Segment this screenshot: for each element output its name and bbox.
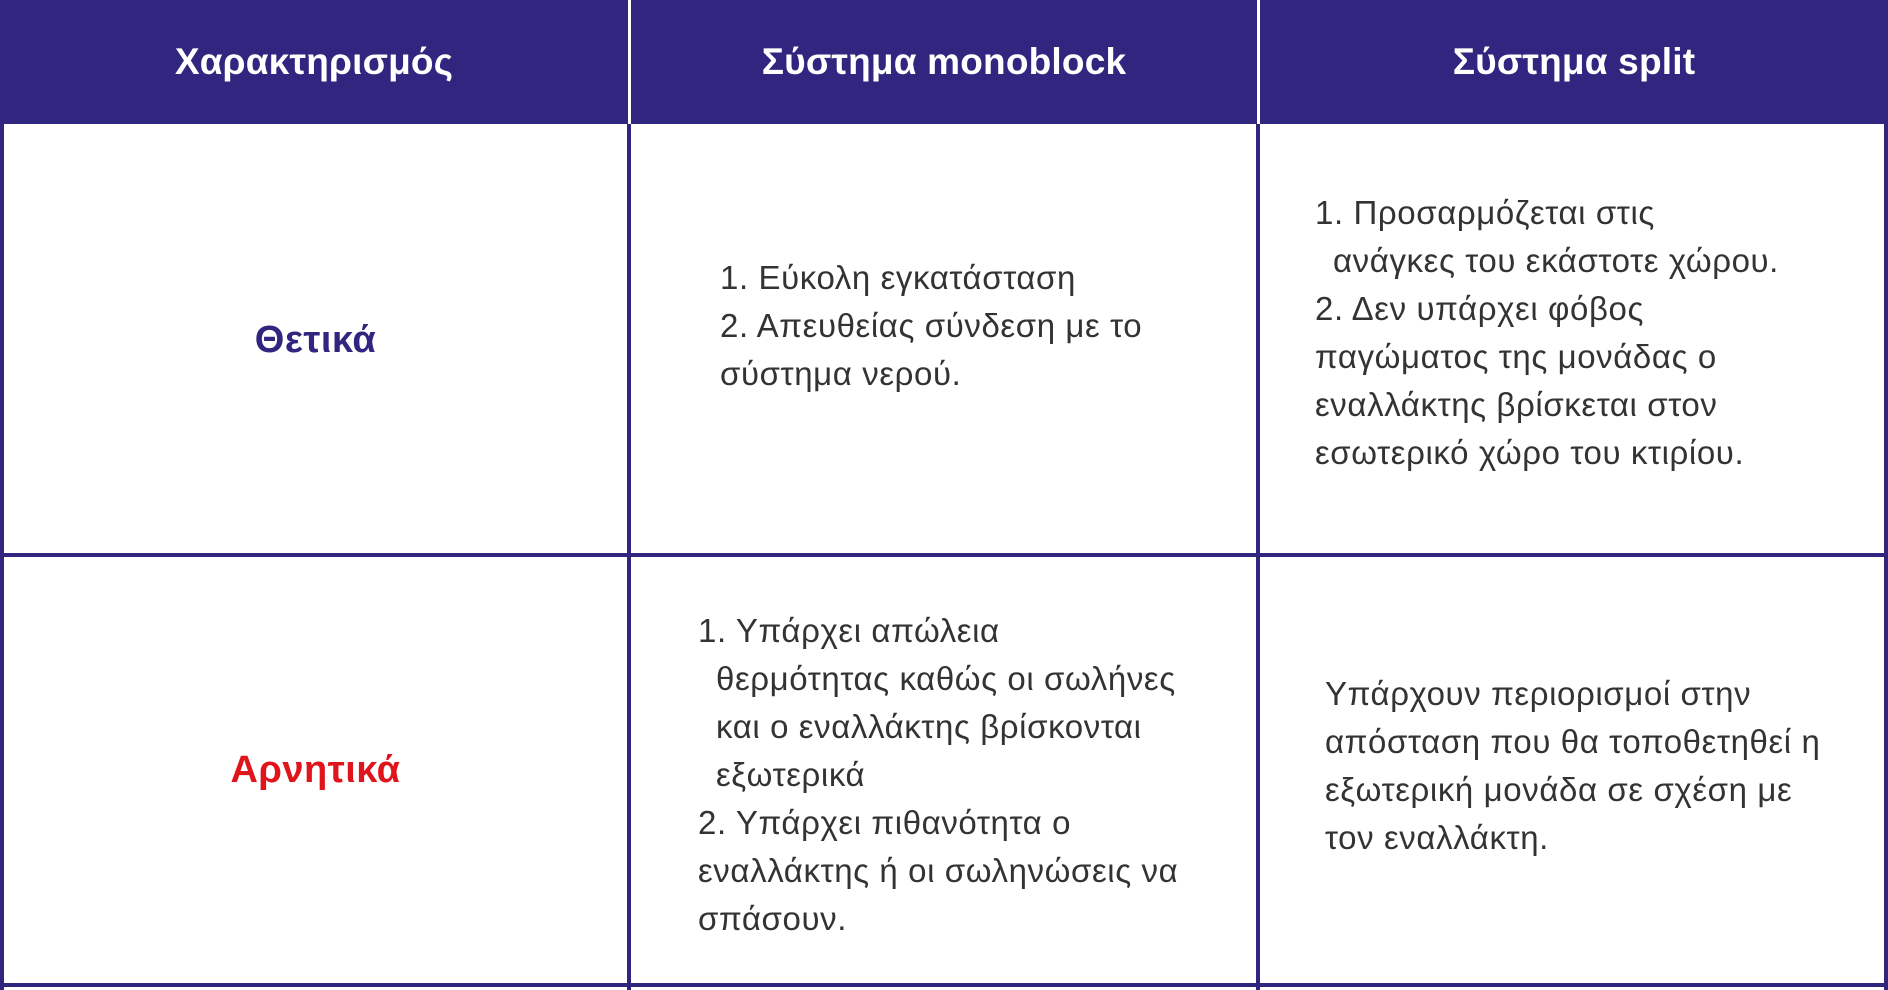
cell-line: εναλλάκτης βρίσκεται στον xyxy=(1315,386,1718,423)
cell-line: παγώματος της μονάδας ο xyxy=(1315,338,1717,375)
cell-line: απόσταση που θα τοποθετηθεί η xyxy=(1325,723,1821,760)
cell-negative-split xyxy=(1325,670,1820,862)
cell-line: τον εναλλάκτη. xyxy=(1325,819,1549,856)
cell-line: και ο εναλλάκτης βρίσκονται xyxy=(716,708,1142,745)
cell-line: Υπάρχουν περιορισμοί στην xyxy=(1325,675,1752,712)
cell-line: εξωτερική μονάδα σε σχέση με xyxy=(1325,771,1793,808)
cell-negative-monoblock xyxy=(698,607,1178,943)
row-label-positive: Θετικά xyxy=(254,319,377,361)
cell-line: ανάγκες του εκάστοτε χώρου. xyxy=(1333,242,1779,279)
row-label-negative: Αρνητικά xyxy=(230,748,401,791)
cell-line: 2. Απευθείας σύνδεση με το xyxy=(720,307,1143,344)
cell-positive-monoblock xyxy=(720,254,1142,398)
cell-line: εναλλάκτης ή οι σωληνώσεις να xyxy=(698,852,1179,889)
cell-line: σύστημα νερού. xyxy=(720,355,962,392)
grid-line-bottom xyxy=(0,983,1888,987)
header-split: Σύστημα split xyxy=(1452,41,1696,82)
cell-line: 1. Υπάρχει απώλεια xyxy=(698,612,1000,649)
cell-line: εσωτερικό χώρο του κτιρίου. xyxy=(1315,434,1745,471)
grid-line-right xyxy=(1884,124,1888,990)
header-monoblock: Σύστημα monoblock xyxy=(761,41,1127,82)
cell-line: 2. Υπάρχει πιθανότητα ο xyxy=(698,804,1072,841)
cell-line: 1. Εύκολη εγκατάσταση xyxy=(720,259,1076,296)
cell-positive-split xyxy=(1315,189,1779,477)
grid-line-col2 xyxy=(1256,124,1260,990)
cell-line: θερμότητας καθώς οι σωλήνες xyxy=(716,660,1176,697)
header-characteristic: Χαρακτηρισμός xyxy=(174,41,454,82)
cell-line: εξωτερικά xyxy=(716,756,866,793)
cell-line: 1. Προσαρμόζεται στις xyxy=(1315,194,1655,231)
grid-line-col1 xyxy=(627,124,631,990)
table-header-row xyxy=(0,0,1888,124)
cell-line: 2. Δεν υπάρχει φόβος xyxy=(1315,290,1645,327)
cell-line: σπάσουν. xyxy=(698,900,847,937)
